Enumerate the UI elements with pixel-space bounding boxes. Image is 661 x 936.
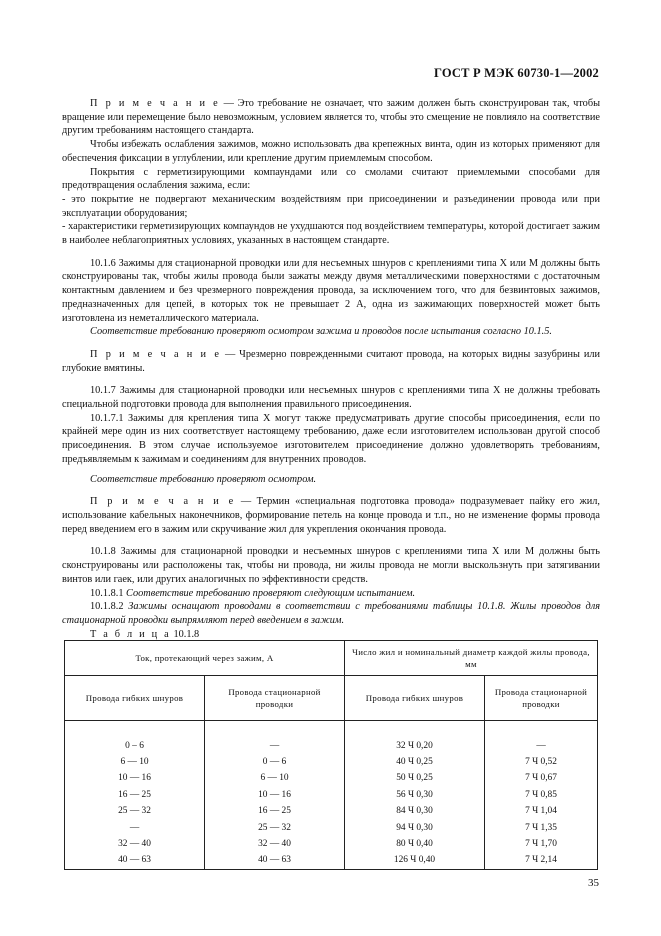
table-cell: 7 Ч 0,67 (485, 770, 598, 786)
note-label: П р и м е ч а н и е (90, 496, 236, 508)
table-cell: 126 Ч 0,40 (345, 852, 485, 869)
table-row (65, 852, 598, 869)
table-column-header: Провода гибких шнуров (345, 676, 485, 721)
table-cell: 32 Ч 0,20 (345, 737, 485, 753)
table-cell: 40 — 63 (205, 852, 345, 869)
table-row (65, 787, 598, 803)
table-cell: — (485, 737, 598, 753)
paragraph: Чтобы избежать ослабления зажимов, можно использовать два крепежных винта, один из которых применяют для обеспечения фиксации в углублении, или крепление другим приемлемым способом. (62, 139, 600, 164)
table-cell: 25 — 32 (65, 803, 205, 819)
table-cell: 7 Ч 2,14 (485, 852, 598, 869)
compliance-text: Соответствие требованию проверяют осмотром. (90, 473, 317, 485)
note-paragraph (62, 495, 600, 536)
table-cell: — (205, 737, 345, 753)
note-paragraph (62, 348, 600, 375)
table-row (65, 770, 598, 786)
table-cell: — (65, 819, 205, 835)
table-cell: 0 – 6 (65, 737, 205, 753)
table-cell: 40 Ч 0,25 (345, 754, 485, 770)
table-cell: 16 — 25 (205, 803, 345, 819)
table-cell: 16 — 25 (65, 787, 205, 803)
clause-text: Соответствие требованию проверяют следующим испытанием. (126, 587, 416, 599)
note-text: — Это требование не означает, что зажим должен быть сконструирован так, чтобы вращение или перемещение было невозможным, условием является то, чтобы это смещение не повлияло на соответствие другим требованиям настоящего стандарта. (62, 98, 600, 137)
page-number: 35 (588, 877, 599, 889)
note-label: П р и м е ч а н и е (90, 348, 222, 360)
table-column-header: Провода стационарной проводки (205, 676, 345, 721)
table-cell: 10 — 16 (205, 787, 345, 803)
compliance-text: Соответствие требованию проверяют осмотром зажима и проводов после испытания согласно 10.1.5. (90, 326, 552, 338)
table-column-header: Провода стационарной проводки (485, 676, 598, 721)
table-cell: 32 — 40 (65, 836, 205, 852)
note-label: П р и м е ч а н и е (90, 98, 220, 109)
table-column-header: Провода гибких шнуров (65, 676, 205, 721)
standard-header: ГОСТ Р МЭК 60730-1—2002 (434, 66, 599, 80)
table-cell: 25 — 32 (205, 819, 345, 835)
document-body (62, 97, 600, 641)
table-cell: 56 Ч 0,30 (345, 787, 485, 803)
table-row (65, 803, 598, 819)
table-group-header: Число жил и номинальный диаметр каждой жилы провода, мм (345, 641, 598, 676)
table-cell: 7 Ч 1,35 (485, 819, 598, 835)
clause-10-1-8: 10.1.8 Зажимы для стационарной проводки и несъемных шнуров с креплениями типа X или M должны быть сконструированы или расположены так, чтобы ни провода, ни жилы провода не могли выскользнуть при затягивании винтов или гаек, или других аналогичных по эффективности средств. (62, 546, 600, 585)
table-row (65, 754, 598, 770)
note-text: — Чрезмерно поврежденными считают провода, на которых видны зазубрины или глубокие вмятины. (62, 348, 600, 374)
table-caption-number: 10.1.8 (173, 628, 200, 640)
table-row (65, 836, 598, 852)
table-cell: 40 — 63 (65, 852, 205, 869)
list-item: - характеристики герметизирующих компаундов не ухудшаются под воздействием температуры, которой достигает зажим в наиболее неблагоприятных условиях, указанных в настоящем стандарте. (62, 221, 600, 247)
clause-10-1-8-2 (62, 600, 600, 627)
table-header-row (65, 676, 598, 721)
table-cell: 7 Ч 0,85 (485, 787, 598, 803)
table-cell: 94 Ч 0,30 (345, 819, 485, 835)
paragraph: Покрытия с герметизирующими компаундами или со смолами считают приемлемыми способами для предотвращения ослабления зажима, если: (62, 166, 600, 192)
table-caption-label: Т а б л и ц а (90, 628, 171, 640)
clause-10-1-8-1 (62, 587, 600, 601)
clause-text: Зажимы оснащают проводами в соответствии с требованиями таблицы 10.1.8. Жилы проводов для стационарной проводки выпрямляют перед введением в зажим. (62, 601, 600, 626)
clause-10-1-7: 10.1.7 Зажимы для стационарной проводки или несъемных шнуров с креплениями типа X не должны требовать специальной подготовки провода для выполнения правильного присоединения. (62, 385, 600, 411)
table-cell: 6 — 10 (205, 770, 345, 786)
list-item: - это покрытие не подвергают механическим воздействиям при присоединении и разъединении провода или при эксплуатации оборудования; (62, 193, 600, 219)
table-group-header: Ток, протекающий через зажим, А (65, 641, 345, 676)
table-cell: 7 Ч 1,04 (485, 803, 598, 819)
table-spacer-row (65, 721, 598, 738)
table-cell: 0 — 6 (205, 754, 345, 770)
note-paragraph (62, 97, 600, 138)
clause-10-1-7-1: 10.1.7.1 Зажимы для крепления типа X могут также предусматривать другие способы присоединения, если по крайней мере один из них соответствует настоящему требованию, даже если изготовителем использован другой способ присоединения. В этом случае используемое изготовителем присоединение должно удовлетворять требованиям, предъявляемым к зажимам и соединениям для внутренних проводов. (62, 412, 600, 465)
table-cell: 80 Ч 0,40 (345, 836, 485, 852)
table-header-row (65, 641, 598, 676)
clause-number: 10.1.8.1 (90, 587, 127, 599)
table-cell: 7 Ч 1,70 (485, 836, 598, 852)
table-row (65, 819, 598, 835)
wire-table (64, 640, 598, 870)
table-cell: 7 Ч 0,52 (485, 754, 598, 770)
table-cell: 10 — 16 (65, 770, 205, 786)
table-cell: 6 — 10 (65, 754, 205, 770)
clause-number: 10.1.8.2 (90, 601, 129, 613)
clause-10-1-6: 10.1.6 Зажимы для стационарной проводки или для несъемных шнуров с креплениями типа X или M должны быть сконструированы так, чтобы жилы провода были зажаты между двумя металлическими поверхностями с достаточным контактным давлением и без чрезмерного повреждения провода, за исключением того, что для безвинтовых зажимов, предназначенных для цепей, в которых ток не превышает 2 А, одна из зажимающих поверхностей может быть изготовлена из неметаллического материала. (62, 257, 600, 324)
table-cell: 32 — 40 (205, 836, 345, 852)
table-row (65, 737, 598, 753)
note-text: — Термин «специальная подготовка провода» подразумевает пайку его жил, использование кабельных наконечников, формирование петель на конце провода и т.п., но не изменение формы провода перед введением его в зажим или скручивание жил для укрепления окончания провода. (62, 496, 600, 535)
table-cell: 84 Ч 0,30 (345, 803, 485, 819)
table-cell: 50 Ч 0,25 (345, 770, 485, 786)
